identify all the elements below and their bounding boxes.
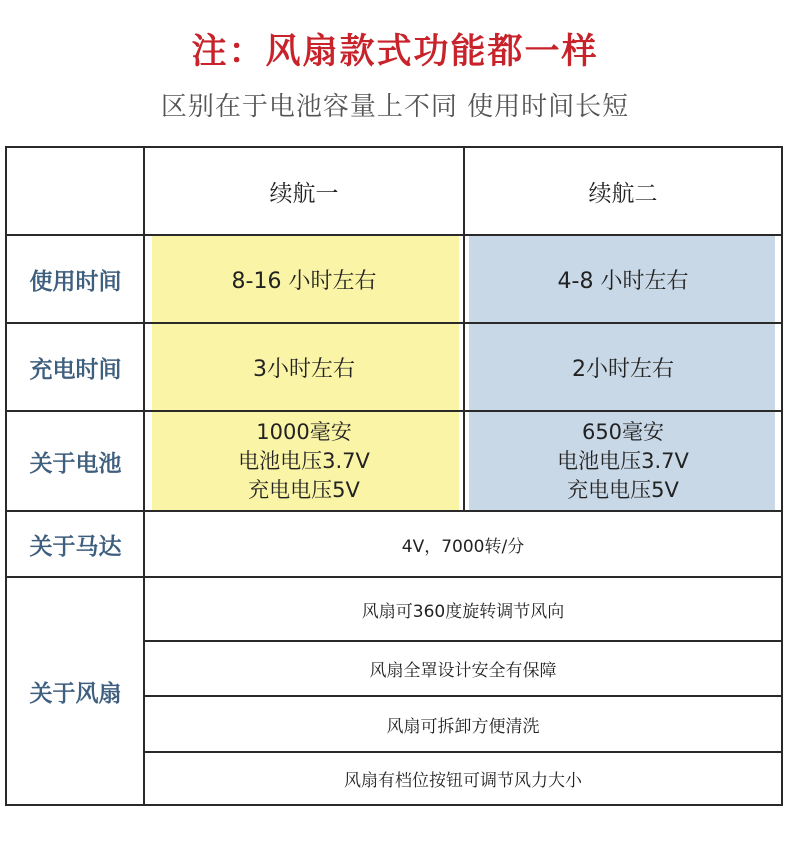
battery-col2-capacity: 650毫安 — [581, 419, 665, 444]
column-header-endurance-1: 续航一 — [269, 180, 339, 207]
battery-col1-capacity: 1000毫安 — [256, 419, 352, 444]
usage-time-col2: 4-8 小时左右 — [557, 268, 689, 294]
charge-time-col1: 3小时左右 — [253, 356, 355, 382]
row-header-charge-time: 充电时间 — [29, 356, 122, 383]
battery-col1-charge-voltage: 充电电压5V — [248, 477, 360, 502]
battery-col1-voltage: 电池电压3.7V — [238, 448, 370, 473]
row-header-motor: 关于马达 — [29, 533, 122, 560]
charge-time-col2: 2小时左右 — [572, 356, 674, 382]
battery-col1 — [145, 412, 463, 510]
row-header-usage-time: 使用时间 — [29, 268, 122, 295]
row-header-fan: 关于风扇 — [29, 680, 122, 707]
battery-col2 — [465, 412, 781, 510]
usage-time-col1: 8-16 小时左右 — [231, 268, 377, 294]
column-header-endurance-2: 续航二 — [588, 180, 658, 207]
fan-feature-rotate: 风扇可360度旋转调节风向 — [361, 601, 565, 622]
fan-feature-speed-button: 风扇有档位按钮可调节风力大小 — [344, 771, 582, 791]
motor-value: 4V，7000转/分 — [401, 536, 525, 557]
fan-feature-guard: 风扇全罩设计安全有保障 — [369, 661, 557, 681]
fan-feature-detachable: 风扇可拆卸方便清洗 — [386, 716, 540, 737]
row-header-battery: 关于电池 — [29, 450, 122, 477]
page-subtitle: 区别在于电池容量上不同 使用时间长短 — [160, 92, 630, 122]
battery-col2-voltage: 电池电压3.7V — [557, 448, 689, 473]
page-title: 注：风扇款式功能都一样 — [191, 32, 599, 72]
comparison-table — [5, 146, 783, 806]
battery-col2-charge-voltage: 充电电压5V — [567, 477, 679, 502]
